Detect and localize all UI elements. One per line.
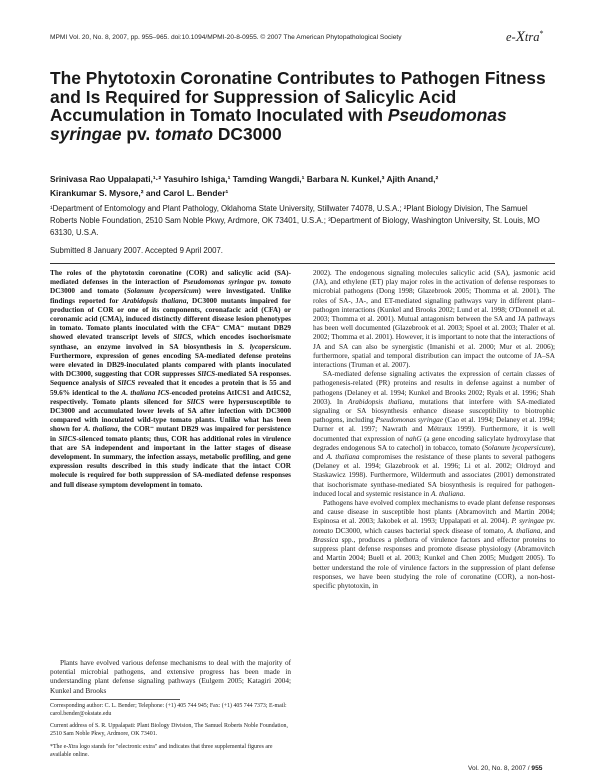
e-xtra-footnote: *The e-Xtra logo stands for "electronic extra" and indicates that three supplemental figures are available online. — [50, 744, 273, 758]
journal-header-line: MPMI Vol. 20, No. 8, 2007, pp. 955–965. doi:10.1094/MPMI-20-8-0955. © 2007 The American Phytopathological Society — [50, 34, 402, 41]
body-paragraph: 2002). The endogenous signaling molecules salicylic acid (SA), jasmonic acid (JA), and ethylene (ET) play major roles in the activation of defense responses to microbial pathogens (Dong 1998; Glazebrook 2005; Thomma et al. 2001). The roles of SA-, JA-, and ET-mediated signaling pathways vary in different plant–pathogen interactions (Kunkel and Brooks 2002; Lund et al. 1998; O'Donnell et al. 2003; Thomma et al. 2001). Mutual antagonism between the SA and JA pathways has been well documented (Glazebrook et al. 2003; Spoel et al. 2003; Thaler et al. 2002; Thomma et al. 2001). However, it is important to note that the interactions of JA and SA can also be synergistic (Imanishi et al. 2000; Mur et al. 2006); furthermore, spatial and temporal distribution can impact the outcome of JA–SA interactions (Truman et al. 2007). — [313, 269, 555, 370]
footnote-divider — [50, 699, 180, 700]
e-xtra-logo: e-Xtra* — [506, 29, 544, 46]
title-divider — [50, 263, 555, 264]
body-paragraph: Pathogens have evolved complex mechanisms to evade plant defense responses and cause disease in susceptible host plants (Abramovitch and Martin 2004; Espinosa et al. 2003; Jakobek et al. 1993; Uppalapati et al. 2004). P. syringae pv. tomato DC3000, which causes bacterial speck disease of tomato, A. thaliana, and Brassica spp., produces a plethora of virulence factors and effector proteins to suppress plant defense responses and promote disease physiology (Abramovitch and Martin 2004; Buell et al. 2003; Kunkel and Chen 2005; Mudgett 2005). To better understand the role of virulence factors in the suppression of plant defense responses, we have been studying the role of coronatine (COR), a non-host-specific phytotoxin, in — [313, 499, 555, 590]
body-paragraph: SA-mediated defense signaling activates the expression of certain classes of pathogenesis-related (PR) proteins and results in defense against a number of pathogens (Delaney et al. 1994; Kunkel and Brooks 2002; Ryals et al. 1996; Shah 2003). In Arabidopsis thaliana, mutations that interfere with SA-mediated signaling or SA biosynthesis enhance disease susceptibility to biotrophic pathogens, including Pseudomonas syringae (Cao et al. 1994; Delaney et al. 1994; Durner et al. 1997; Nawrath and Métraux 1999). Furthermore, it is well documented that expression of nahG (a gene encoding salicylate hydroxylase that degrades endogenous SA to catechol) in tobacco, tomato (Solanum lycopersicum), and A. thaliana compromises the resistance of these plants to several pathogens (Delaney et al. 1994; Glazebrook et al. 1996; Li et al. 2002; Oldroyd and Staskawicz 1998). Furthermore, Wildermuth and associates (2001) demonstrated that isochorismate synthase-mediated SA biosynthesis is required for pathogen-induced local and systemic resistance in A. thaliana. — [313, 370, 556, 498]
page-folio: Vol. 20, No. 8, 2007 / 955 — [468, 765, 543, 772]
corresponding-author-footnote: Corresponding author: C. L. Bender; Telephone: (+1) 405 744 945; Fax: (+1) 405 744 7373; E-mail: carol.bender@okstate.edu — [50, 703, 287, 717]
right-column-body — [313, 269, 555, 591]
article-title: The Phytotoxin Coronatine Contributes to Pathogen Fitness and Is Required for Suppression of Salicylic Acid Accumulation in Tomato Inoculated with Pseudomonas syringae pv. tomato DC3000 — [50, 68, 546, 144]
introduction-paragraph: Plants have evolved various defense mechanisms to deal with the majority of potential microbial pathogens, and extensive progress has been made in understanding plant defense signaling pathways (Eulgem 2005; Katagiri 2004; Kunkel and Brooks — [50, 659, 291, 695]
affiliations: ¹Department of Entomology and Plant Pathology, Oklahoma State University, Stillwater 74078, U.S.A.; ²Plant Biology Division, The Samuel Roberts Noble Foundation, 2510 Sam Noble Pkwy, Ardmore, OK 73401, U.S.A.; ³Department of Biology, Washington University, St. Louis, MO 63130, U.S.A. — [50, 204, 540, 237]
submission-dates: Submitted 8 January 2007. Accepted 9 April 2007. — [50, 246, 223, 255]
current-address-footnote: Current address of S. R. Uppalapati: Plant Biology Division, The Samuel Roberts Noble Foundation, 2510 Sam Noble Pkwy, Ardmore, OK 73401. — [50, 723, 288, 737]
abstract: The roles of the phytotoxin coronatine (COR) and salicylic acid (SA)-mediated defenses in the interaction of Pseudomonas syringae pv. tomato DC3000 and tomato (Solanum lycopersicum) were investigated. Unlike findings reported for Arabidopsis thaliana, DC3000 mutants impaired for production of COR or one of its components, coronafacic acid (CFA) or coronamic acid (CMA), induced distinctly different disease lesion phenotypes in tomato. Tomato plants inoculated with the CFA⁻ CMA⁻ mutant DB29 showed elevated transcript levels of SlICS, which encodes isochorismate synthase, an enzyme involved in SA biosynthesis in S. lycopersicum. Furthermore, expression of genes encoding SA-mediated defense proteins were elevated in DB29-inoculated plants compared with plants inoculated with DC3000, suggesting that COR suppresses SlICS-mediated SA responses. Sequence analysis of SlICS revealed that it encodes a protein that is 55 and 59.6% identical to the A. thaliana ICS-encoded proteins AtICS1 and AtICS2, respectively. Tomato plants silenced for SlICS were hypersusceptible to DC3000 and accumulated lower levels of SA after infection with DC3000 compared with inoculated wild-type tomato plants. Unlike what has been shown for A. thaliana, the COR⁻ mutant DB29 was impaired for persistence in SlICS-silenced tomato plants; thus, COR has additional roles in virulence that are SA independent and important in the latter stages of disease development. In summary, the infection assays, metabolic profiling, and gene expression results described in this study indicate that the intact COR molecule is required for both suppression of SA-mediated defense responses and full disease symptom development in tomato. — [50, 269, 292, 489]
author-list: Srinivasa Rao Uppalapati,¹·² Yasuhiro Ishiga,¹ Tamding Wangdi,¹ Barbara N. Kunkel,³ Ajith Anand,² Kirankumar S. Mysore,² and Carol L. Bender¹ — [50, 174, 439, 198]
